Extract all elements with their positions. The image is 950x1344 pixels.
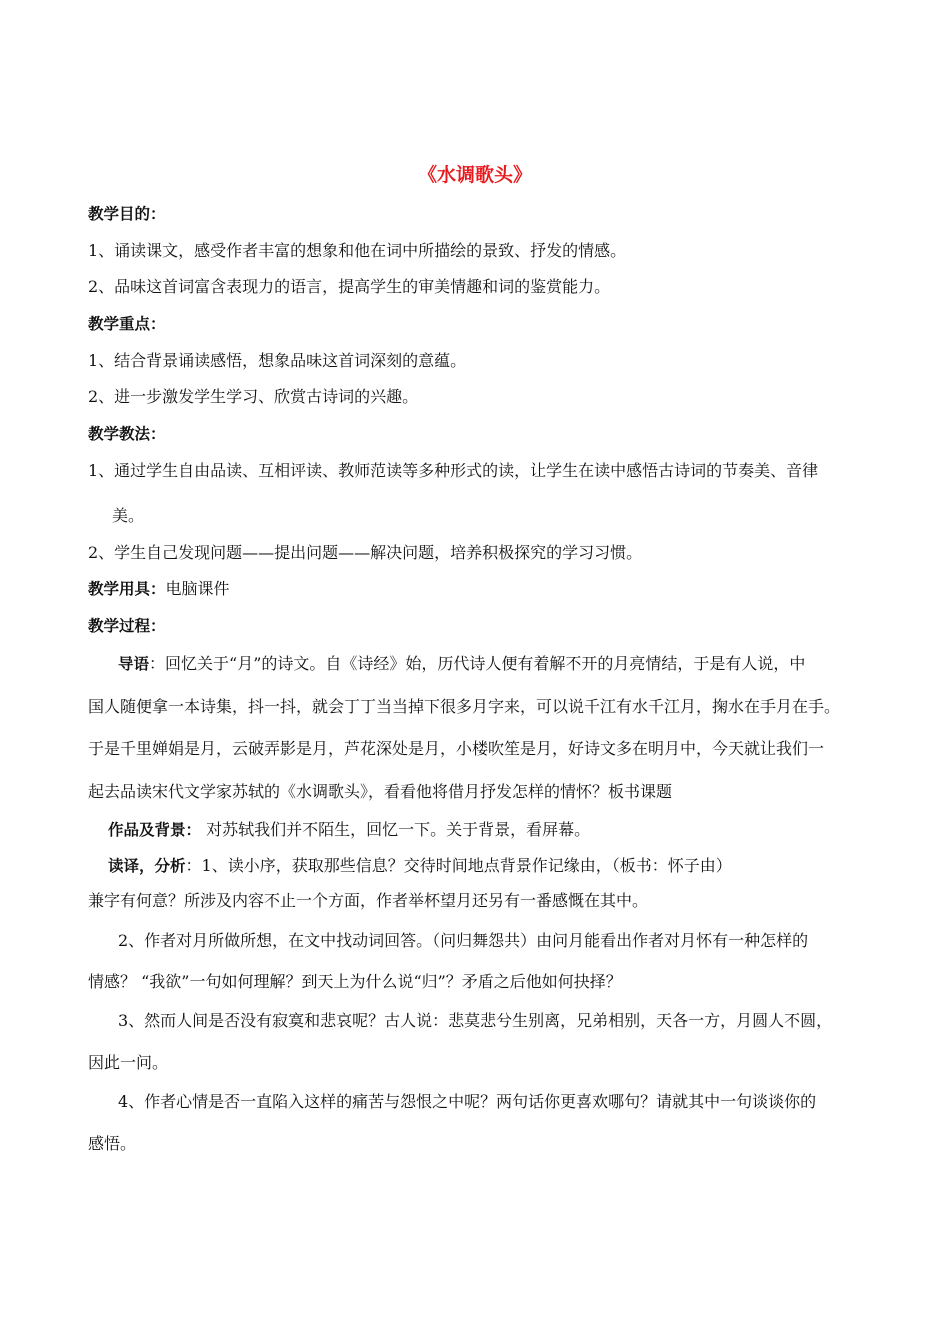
analysis-line-5: 3、然而人间是否没有寂寞和悲哀呢？古人说：悲莫悲兮生别离，兄弟相别，天各一方，月圆人不圆， bbox=[118, 1011, 833, 1030]
intro-text-1: ：回忆关于“月”的诗文。自《诗经》始，历代诗人便有着解不开的月亮情结，于是有人说，中 bbox=[149, 654, 806, 673]
analysis-line-7: 4、作者心情是否一直陷入这样的痛苦与怨恨之中呢？两句话你更喜欢哪句？请就其中一句谈谈你的 bbox=[118, 1092, 817, 1111]
method-item-2: 2、学生自己发现问题——提出问题——解决问题，培养积极探究的学习习惯。 bbox=[88, 543, 643, 562]
goal-item-2: 2、品味这首词富含表现力的语言，提高学生的审美情趣和词的鉴赏能力。 bbox=[88, 277, 611, 296]
tools-value: 电脑课件 bbox=[165, 579, 230, 598]
analysis-text: ：1、读小序，获取那些信息？交待时间地点背景作记缘由，（板书：怀子由） bbox=[185, 856, 732, 875]
analysis-label: 读译，分析 bbox=[108, 857, 186, 875]
process-heading: 教学过程： bbox=[88, 617, 166, 635]
background-label: 作品及背景： bbox=[108, 821, 202, 839]
analysis-line-2: 兼字有何意？所涉及内容不止一个方面，作者举杯望月还另有一番感慨在其中。 bbox=[88, 891, 649, 910]
intro-line-3: 于是千里婵娟是月，云破弄影是月，芦花深处是月，小楼吹笙是月，好诗文多在明月中，今天就让我们一 bbox=[88, 739, 825, 758]
intro-line-4: 起去品读宋代文学家苏轼的《水调歌头》，看看他将借月抒发怎样的情怀？板书课题 bbox=[88, 782, 673, 801]
goals-heading: 教学目的： bbox=[88, 205, 166, 223]
document-title: 《水调歌头》 bbox=[417, 164, 532, 186]
method-heading: 教学教法： bbox=[88, 425, 166, 443]
background-text: 对苏轼我们并不陌生，回忆一下。关于背景，看屏幕。 bbox=[201, 820, 591, 839]
method-item-1-cont: 美。 bbox=[112, 506, 145, 525]
focus-item-2: 2、进一步激发学生学习、欣赏古诗词的兴趣。 bbox=[88, 387, 419, 406]
analysis-line-4: 情感？ “我欲”一句如何理解？到天上为什么说“归”？矛盾之后他如何抉择？ bbox=[88, 972, 622, 991]
analysis-line-6: 因此一问。 bbox=[88, 1053, 169, 1072]
tools-line bbox=[88, 578, 230, 600]
focus-item-1: 1、结合背景诵读感悟，想象品味这首词深刻的意蕴。 bbox=[88, 351, 467, 370]
goal-item-1: 1、诵读课文，感受作者丰富的想象和他在词中所描绘的景致、抒发的情感。 bbox=[88, 241, 627, 260]
intro-line-2: 国人随便拿一本诗集，抖一抖，就会丁丁当当掉下很多月字来，可以说千江有水千江月，掬水在手月在手。 bbox=[88, 697, 841, 716]
tools-heading: 教学用具： bbox=[88, 580, 166, 598]
focus-heading: 教学重点： bbox=[88, 315, 166, 333]
analysis-line-3: 2、作者对月所做所想，在文中找动词回答。（问归舞怨共）由问月能看出作者对月怀有一种怎样的 bbox=[118, 931, 809, 950]
background-line bbox=[108, 819, 590, 841]
analysis-line-1 bbox=[108, 855, 732, 877]
analysis-line-8: 感悟。 bbox=[88, 1134, 137, 1153]
intro-line-1 bbox=[118, 653, 805, 675]
method-item-1: 1、通过学生自由品读、互相评读、教师范读等多种形式的读，让学生在读中感悟古诗词的节奏美、音律 bbox=[88, 461, 819, 480]
intro-label: 导语 bbox=[118, 655, 150, 673]
